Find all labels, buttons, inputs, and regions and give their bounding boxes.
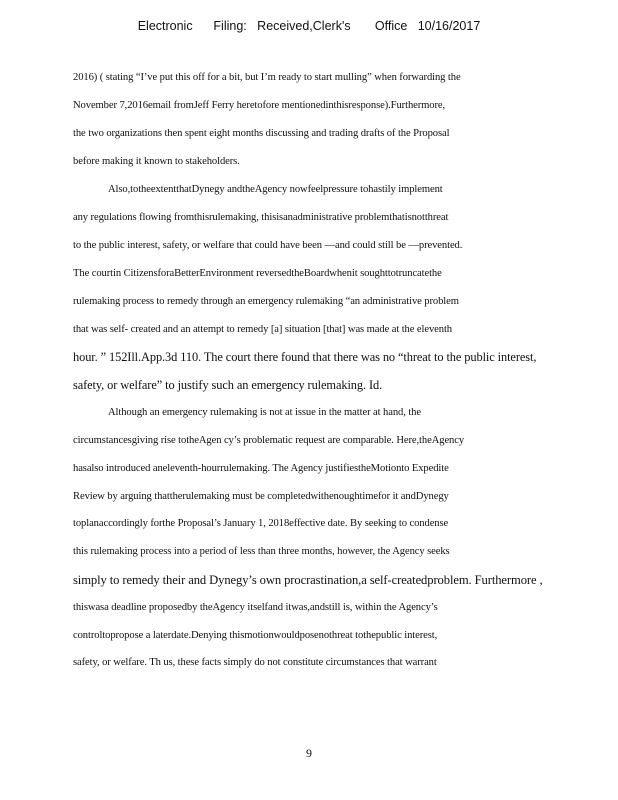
text-line: before making it known to stakeholders. — [73, 156, 240, 167]
text-line: any regulations flowing fromthisrulemaking, thisisanadministrative problemthatisnotthreat — [73, 212, 449, 223]
text-line: Although an emergency rulemaking is not at issue in the matter at hand, the — [108, 407, 421, 418]
text-line: The courtin CitizensforaBetterEnvironment reversedtheBoardwhenit soughttotruncatethe — [73, 268, 442, 279]
text-line: thiswasa deadline proposedby theAgency itselfand itwas,andstill is, within the Agency’s — [73, 602, 438, 613]
text-line: simply to remedy their and Dynegy’s own procrastination,a self-createdproblem. Furthermore , — [73, 573, 543, 587]
text-line: toplanaccordingly forthe Proposal’s January 1, 2018effective date. By seeking to condense — [73, 518, 449, 529]
page-number: 9 — [306, 746, 312, 760]
text-line: Also,totheextentthatDynegy andtheAgency nowfeelpressure tohastily implement — [108, 184, 443, 195]
text-line: circumstancesgiving rise totheAgen cy’s problematic request are comparable. Here,theAgency — [73, 435, 465, 446]
text-line: rulemaking process to remedy through an emergency rulemaking “an administrative problem — [73, 296, 459, 307]
text-line: to the public interest, safety, or welfare that could have been —and could still be —prevented. — [73, 240, 463, 251]
text-line: safety, or welfare” to justify such an emergency rulemaking. Id. — [73, 378, 383, 392]
text-line: hour. ” 152Ill.App.3d 110. The court there found that there was no “threat to the public interest, — [73, 350, 537, 364]
text-line: Review by arguing thattherulemaking must be completedwithenoughtimefor it andDynegy — [73, 491, 449, 502]
text-line: controltopropose a laterdate.Denying thismotionwouldposenothreat tothepublic interest, — [73, 630, 438, 641]
text-line: the two organizations then spent eight months discussing and trading drafts of the Proposal — [73, 128, 450, 139]
text-line: that was self- created and an attempt to remedy [a] situation [that] was made at the eleventh — [73, 324, 452, 335]
text-line: 2016) ( stating “I’ve put this off for a bit, but I’m ready to start mulling” when forwarding the — [73, 72, 461, 83]
text-line: safety, or welfare. Th us, these facts simply do not constitute circumstances that warrant — [73, 657, 437, 668]
filing-header: Electronic Filing: Received,Clerk's Office 10/16/2017 — [137, 19, 481, 33]
text-line: hasalso introduced aneleventh-hourrulemaking. The Agency justifiestheMotionto Expedite — [73, 463, 449, 474]
text-line: November 7,2016email fromJeff Ferry heretofore mentionedinthisresponse).Furthermore, — [73, 100, 446, 111]
text-line: this rulemaking process into a period of less than three months, however, the Agency seeks — [73, 546, 450, 557]
